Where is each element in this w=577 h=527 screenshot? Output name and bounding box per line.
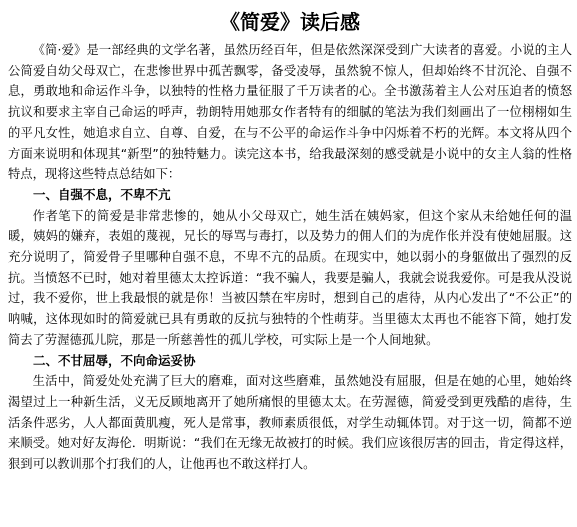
section-1-paragraph: 作者笔下的简爱是非常悲惨的，她从小父母双亡，她生活在姨妈家，但这个家从未给她任何的温暖，姨妈的嫌弃，表姐的蔑视，兄长的辱骂与毒打，以及势力的佣人们的为虎作伥并没有使她屈服。这充分说明了，简爱骨子里哪种自强不息，不卑不亢的品质。在现实中，她以弱小的身躯做出了强烈的反抗。当愤怒不已时，她对着里德太太控诉道：“我不骗人，我要是骗人，我就会说我爱你。可是我从没说过，我不爱你，世上我最恨的就是你！当被囚禁在牢房时，想到自己的虐待，从内心发出了“不公正”的呐喊，这体现如时的简爱就已具有勇敢的反抗与独特的个性萌芽。当里德太太再也不能容下简，她打发简去了劳渥德孤儿院，那是一所慈善性的孤儿学校，可实际上是一个人间地狱。 [8,208,572,347]
section-1-heading: 一、自强不息，不卑不亢 [33,186,171,202]
intro-paragraph: 《简·爱》是一部经典的文学名著，虽然历经百年，但是依然深深受到广大读者的喜爱。小说的主人公简爱自幼父母双亡，在悲惨世界中孤苦飘零，备受凌辱，虽然貌不惊人，但却始终不甘沉沦、自强不息，勇敢地和命运作斗争，以独特的性格力量征服了千万读者的心。全书激荡着主人公对压迫者的愤怒抗议和要求主宰自己命运的呼声，勃朗特用她那女作者特有的细腻的笔法为我们刻画出了一位栩栩如生的平凡女性，她追求自立、自尊、自爱，在与不公平的命运作斗争中闪烁着不朽的光辉。本文将从四个方面来说明和体现其“新型”的独特魅力。读完这本书，给我最深刻的感受就是小说中的女主人翁的性格特点，现将这些特点总结如下： [8,43,572,182]
section-2-heading: 二、不甘屈辱，不向命运妥协 [33,352,196,368]
section-2-paragraph: 生活中，简爱处处充满了巨大的磨难，面对这些磨难，虽然她没有屈服，但是在她的心里，她始终渴望过上一种新生活，义无反顾地离开了她所痛恨的里德太太。在劳渥德，简爱受到更残酷的虐待，生活条件恶劣，人人都面黄肌瘦，死人是常事，教师素质很低，对学生动辄体罚。对于这一切，简都不逆来顺受。她对好友海伦．明斯说：“我们在无缘无故被打的时候。我们应该很厉害的回击，肯定得这样，狠到可以教训那个打我们的人，让他再也不敢这样打人。 [8,374,572,472]
document-title: 《简爱》读后感 [220,10,360,34]
